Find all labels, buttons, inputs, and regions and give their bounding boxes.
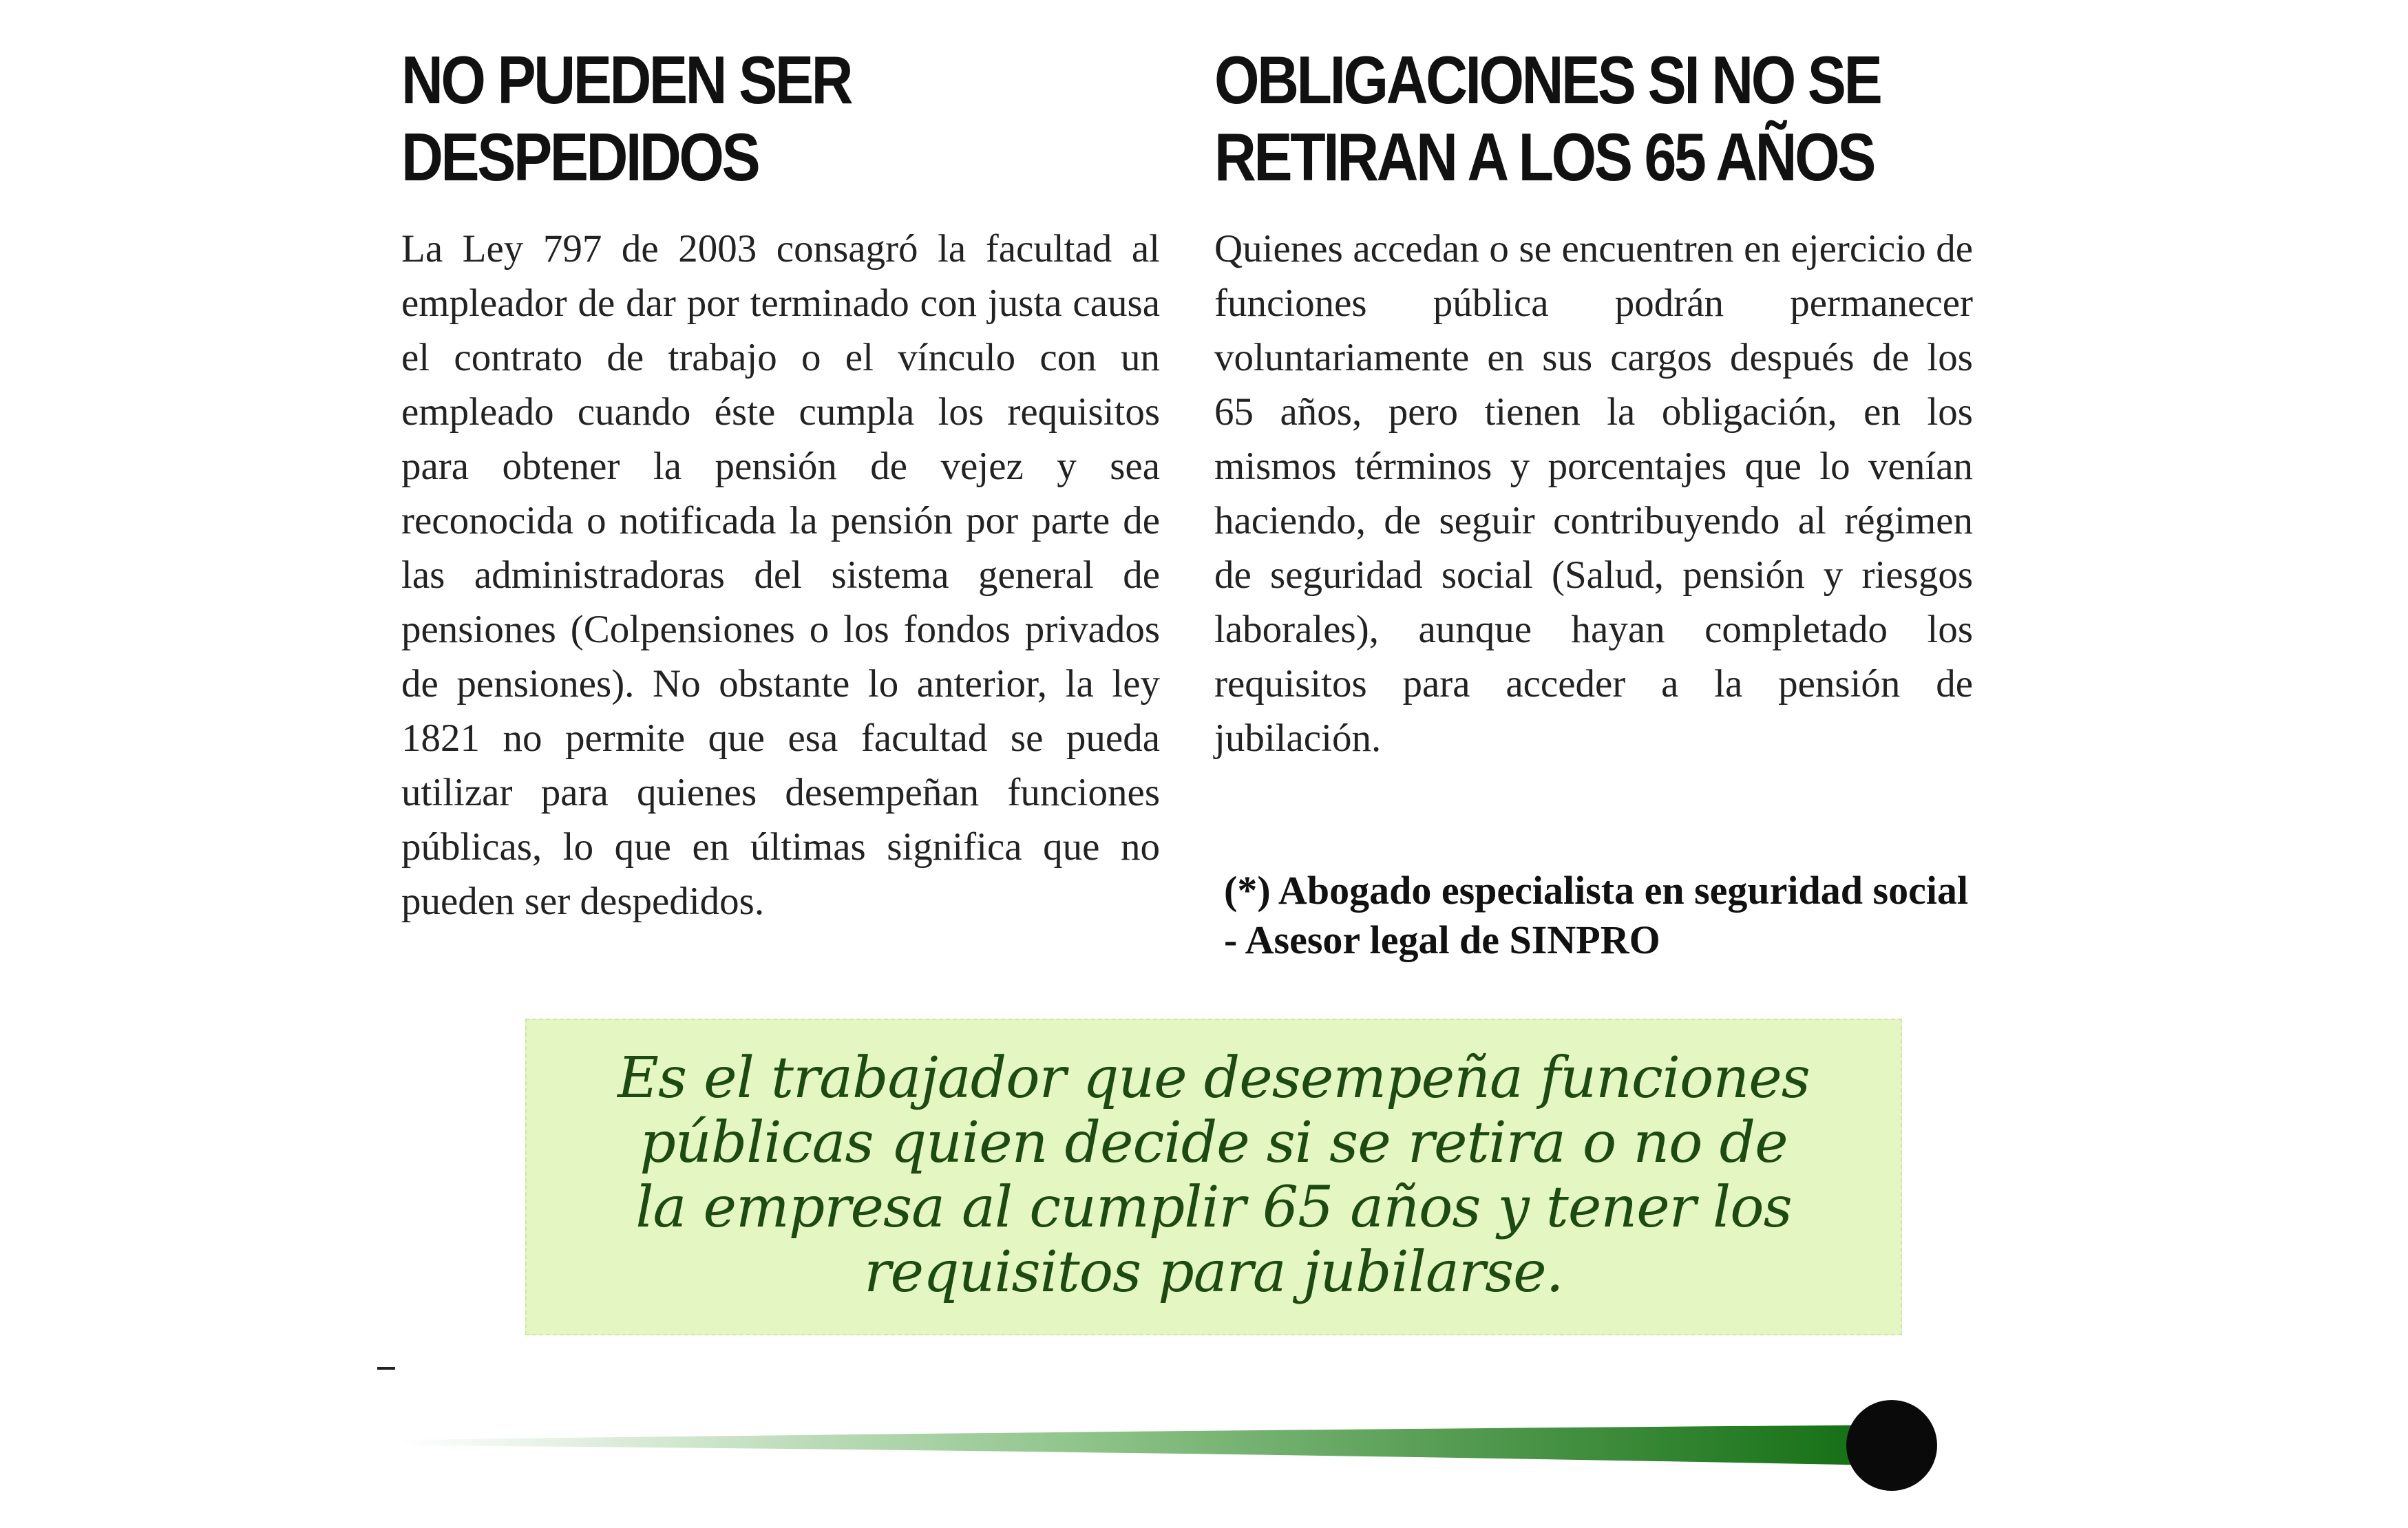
left-column <box>401 41 1160 923</box>
right-heading-line-2: RETIRAN A LOS 65 AÑOS <box>1214 119 1874 195</box>
pull-quote-line-4: requisitos para jubilarse. <box>864 1240 1563 1305</box>
decorative-swoosh <box>399 1397 1955 1494</box>
pull-quote-line-2: públicas quien decide si se retira o no de <box>640 1110 1788 1176</box>
left-body-text: La Ley 797 de 2003 consagró la facultad al empleador de dar por terminado con justa causa el contrato de trabajo o el vínculo con un empleado cuando éste cumpla los requisitos para obtener la pensión de vejez y sea reconocida o notificada la pensión por parte de las administradoras del sistema general de pensiones (Colpensiones o los fondos privados de pensiones). No obstante lo anterior, la ley 1821 no permite que esa facultad se pueda utilizar para quienes desempeñan funciones públicas, lo que en últimas significa que no pueden ser despedidos. <box>401 227 1160 923</box>
author-byline: (*) Abogado especialista en seguridad social - Asesor legal de SINPRO <box>1224 868 1969 962</box>
left-heading <box>401 41 1159 195</box>
corner-tick-mark <box>377 1367 395 1370</box>
left-heading-line-1: NO PUEDEN SER <box>401 42 852 118</box>
pull-quote-line-3: la empresa al cumplir 65 años y tener los <box>635 1175 1792 1240</box>
right-heading <box>1214 41 1972 195</box>
right-heading-line-1: OBLIGACIONES SI NO SE <box>1214 42 1881 118</box>
swoosh-end-dot <box>1846 1400 1937 1491</box>
pull-quote <box>527 1046 1901 1305</box>
pull-quote-box <box>525 1019 1902 1335</box>
left-heading-line-2: DESPEDIDOS <box>401 119 759 195</box>
right-column <box>1214 41 1973 760</box>
swoosh-stroke <box>399 1425 1914 1466</box>
right-body-text: Quienes accedan o se encuentren en ejercicio de funciones pública podrán permanecer voluntariamente en sus cargos después de los 65 años, pero tienen la obligación, en los mismos términos y porcentajes que lo venían haciendo, de seguir contribuyendo al régimen de seguridad social (Salud, pensión y riesgos laborales), aunque hayan completado los requisitos para acceder a la pensión de jubilación. <box>1214 227 1973 760</box>
pull-quote-line-1: Es el trabajador que desempeña funciones <box>617 1046 1810 1111</box>
